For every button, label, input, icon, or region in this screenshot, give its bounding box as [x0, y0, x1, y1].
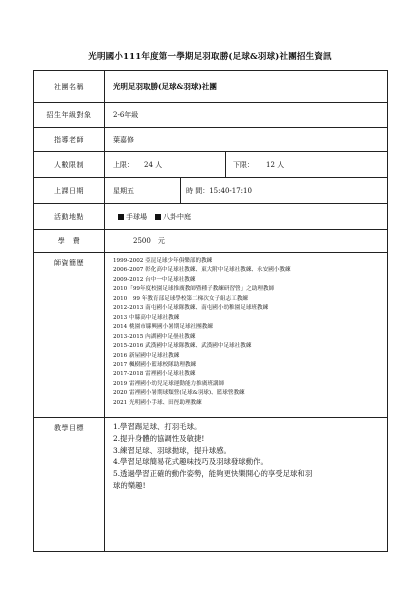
schedule-label: 上課日期: [34, 178, 105, 203]
history-item: 2010「99年度校園足球推廣教師暨種子教練研習營」之助理教師: [113, 286, 275, 293]
history-item: 2012-2013 南屯國小足球隊教練、南屯國小幼稚園足球班教練: [113, 305, 269, 312]
goal-item: 1.學習踢足球、打羽毛球。: [113, 422, 202, 431]
location-place-2: 八卦中庭: [163, 212, 191, 221]
goals-label: 教學目標: [34, 418, 105, 551]
quota-divider: [225, 152, 226, 177]
location-values: [118, 204, 191, 229]
quota-upper: [113, 152, 162, 177]
grades-value: 2-6年級: [113, 111, 139, 119]
row-club-name: [34, 71, 387, 103]
filled-checkbox-icon: [118, 214, 124, 220]
history-item: 2021 光明國小手球、田徑助理教練: [113, 399, 202, 406]
quota-lower: [233, 152, 284, 177]
quota-lower-label: 下限：: [233, 160, 254, 169]
schedule-day: 星期五: [113, 186, 134, 195]
goal-item: 5.透過學習正確的動作姿勢，能夠更快樂開心的享受足球和羽: [113, 469, 313, 479]
history-item: 2006-2007 彰化高中足球社教練、東大附中足球社教練、永安國小教練: [113, 267, 291, 274]
row-fee: [34, 230, 387, 253]
schedule-time: 時 間：15:40-17:10: [186, 186, 252, 195]
history-item: 2014 桃園市縣興國小暑期足球社團教練: [113, 324, 213, 331]
goal-item: 球的樂趣!: [113, 480, 146, 490]
club-name-value: 光明足羽取勝(足球&羽球)社團: [113, 82, 217, 91]
fee-value: 2500 元: [133, 237, 165, 245]
history-item: 2017 楓樹國小籃球校隊助理教練: [113, 361, 197, 368]
history-item: 2015-2016 武漢國中足球隊教練、武漢國中足球社教練: [113, 343, 252, 350]
grades-label: 招生年級對象: [34, 103, 105, 127]
row-goals: [34, 418, 387, 551]
goal-item: 4.學習足球簡易花式趣味技巧及羽球發球動作。: [113, 457, 268, 467]
quota-upper-label: 上限：: [113, 160, 134, 169]
club-name-label: 社團名稱: [34, 71, 105, 102]
history-item: 1999-2002 亞昆足球少年俱樂部的教練: [113, 258, 213, 264]
teacher-value: 葉嘉修: [113, 135, 134, 144]
goal-item: 2.提升身體的協調性及敏捷!: [113, 433, 205, 443]
page-title: 光明國小111年度第一學期足羽取勝(足球&羽球)社團招生資訊: [88, 52, 332, 62]
history-item: 2013 中縣高中足球社教練: [113, 314, 180, 321]
row-location: [34, 204, 387, 230]
row-quota: [34, 152, 387, 178]
location-label: 活動地點: [34, 204, 105, 229]
history-item: 2013-2015 內湖國中足壘社教練: [113, 333, 196, 340]
history-item: 2017-2018 雷裡國小足球社教練: [113, 371, 196, 378]
quota-lower-value: 12 人: [266, 160, 285, 169]
row-teacher: [34, 128, 387, 152]
quota-upper-value: 24 人: [144, 160, 163, 169]
teacher-label: 指導老師: [34, 128, 105, 151]
goal-item: 3.練習足球、羽球拋球，提升球感。: [113, 445, 231, 455]
location-place-1: 手球場: [126, 212, 147, 221]
goals-list: [113, 421, 381, 492]
history-list: [113, 257, 383, 408]
fee-label: 學 費: [34, 230, 105, 252]
club-info-table: [33, 70, 388, 552]
history-item: 2019 雷裡國小幼兒足球運動能力推廣班講師: [113, 380, 225, 387]
schedule-divider: [180, 178, 181, 203]
row-schedule: [34, 178, 387, 204]
row-history: [34, 253, 387, 418]
history-label: 師資簡歷: [34, 253, 105, 417]
history-item: 2016 新屋國中足球社教練: [113, 352, 180, 359]
filled-checkbox-icon: [155, 214, 161, 220]
row-grades: [34, 103, 387, 128]
quota-label: 人數限制: [34, 152, 105, 177]
history-item: 2009-2012 台中一中足球社教練: [113, 276, 196, 283]
history-item: 2020 雷裡國小暑期球類營(足球&羽球)、籃球營教練: [113, 390, 245, 397]
history-item: 2010 99 年教育部足球學校第二梯次女子組志工教練: [113, 295, 249, 302]
